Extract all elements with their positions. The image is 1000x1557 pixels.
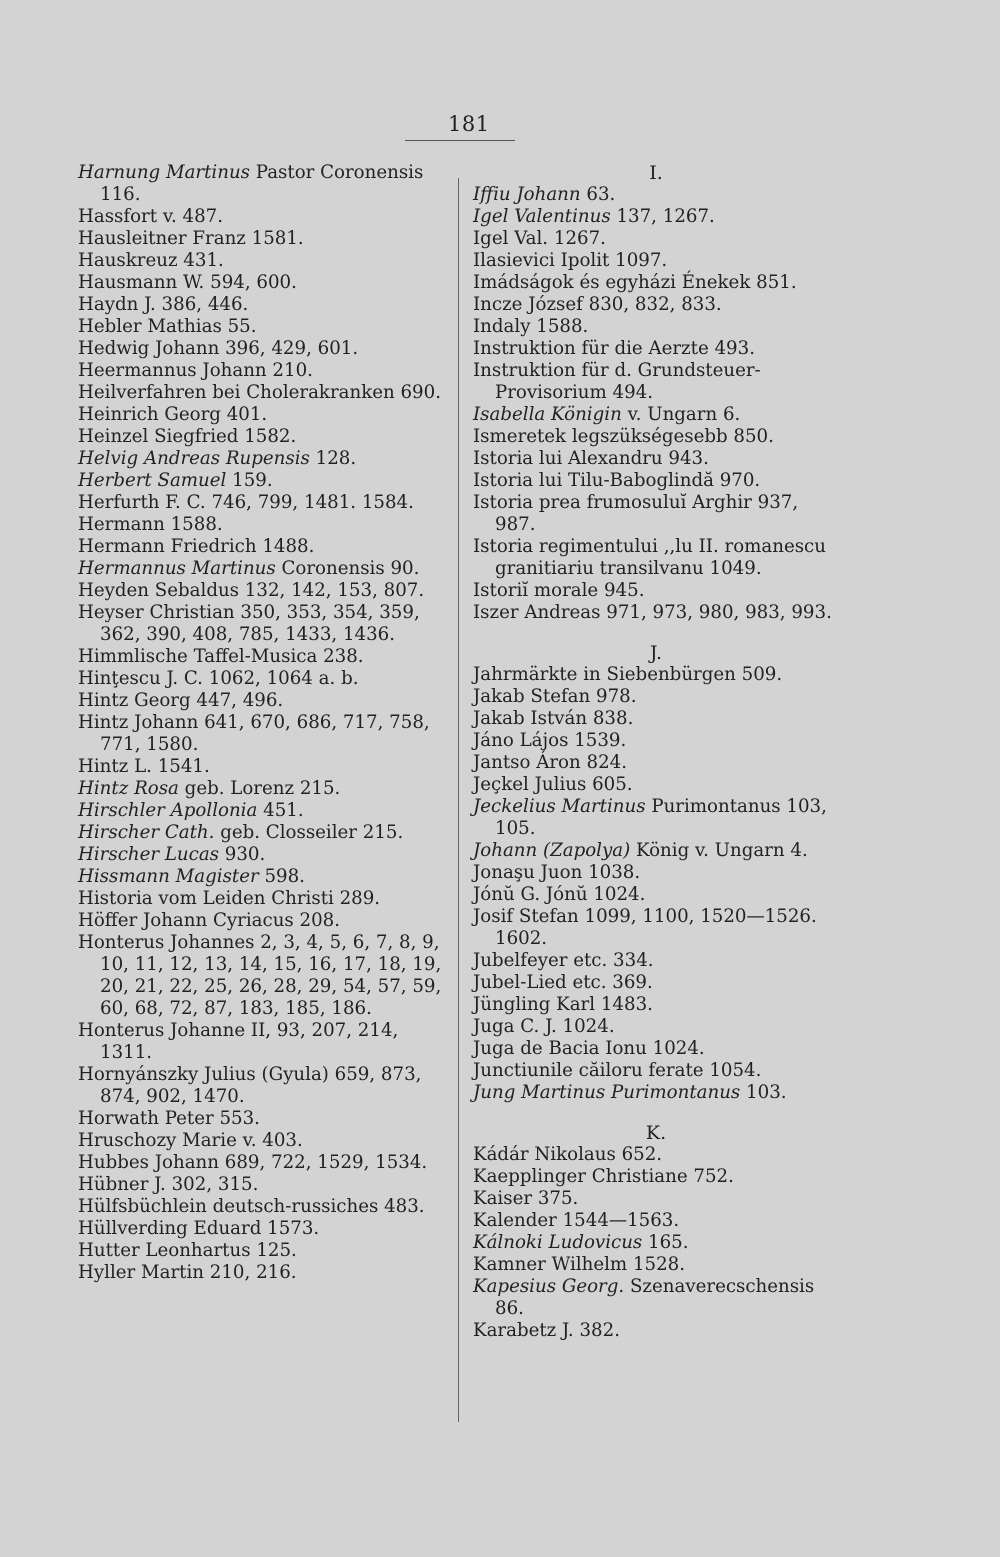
index-entry: Imádságok és egyházi Énekek 851. (473, 272, 797, 293)
index-entry: Kapesius Georg. Szenaverecschensis 86. (473, 1276, 815, 1319)
index-entry: Kálnoki Ludovicus 165. (473, 1232, 689, 1253)
page-number: 181 (448, 112, 490, 136)
index-entry: Historia vom Leiden Christi 289. (78, 888, 381, 909)
index-entry: Jahrmärkte in Siebenbürgen 509. (473, 664, 783, 685)
index-entry: Haydn J. 386, 446. (78, 294, 249, 315)
page-number-rule (405, 140, 515, 141)
index-entry: Heinzel Siegfried 1582. (78, 426, 297, 447)
index-entry: Istoria prea frumosuluĭ Arghir 937, 987. (473, 492, 799, 535)
index-entry: Hüllverding Eduard 1573. (78, 1218, 320, 1239)
index-entry: Himmlische Taffel-Musica 238. (78, 646, 364, 667)
column-divider (458, 178, 459, 1422)
entry-name-italic: Harnung Martinus (78, 162, 251, 183)
index-entry: Jantso Áron 824. (473, 752, 627, 773)
index-entry: Hausmann W. 594, 600. (78, 272, 297, 293)
index-entry: Hutter Leonhartus 125. (78, 1240, 297, 1261)
index-entry: Harnung Martinus Pastor Coronensis 116. (78, 162, 424, 205)
entry-name-italic: Kálnoki Ludovicus (473, 1232, 643, 1253)
index-entry: Johann (Zapolya) König v. Ungarn 4. (473, 840, 808, 861)
index-entry: Junctiunile căiloru ferate 1054. (473, 1060, 762, 1081)
index-entry: Incze József 830, 832, 833. (473, 294, 722, 315)
entry-name-italic: Hermannus Martinus (78, 558, 276, 579)
index-column-right (473, 162, 839, 1342)
index-entry: Kádár Nikolaus 652. (473, 1144, 663, 1165)
index-entry: Hebler Mathias 55. (78, 316, 257, 337)
index-entry: Hübner J. 302, 315. (78, 1174, 259, 1195)
entry-name-italic: Iffiu Johann (473, 184, 581, 205)
index-entry: Jubelfeyer etc. 334. (473, 950, 654, 971)
index-entry: Herbert Samuel 159. (78, 470, 273, 491)
index-entry: Helvig Andreas Rupensis 128. (78, 448, 357, 469)
section-spacer (473, 624, 839, 642)
entry-name-italic: Jung Martinus Purimontanus (473, 1082, 741, 1103)
index-entry: Heyden Sebaldus 132, 142, 153, 807. (78, 580, 425, 601)
index-entry: Herfurth F. C. 746, 799, 1481. 1584. (78, 492, 414, 513)
index-entry: Hinţescu J. C. 1062, 1064 a. b. (78, 668, 359, 689)
index-entry: Heilverfahren bei Cholerakranken 690. (78, 382, 441, 403)
index-entry: Istoria lui Tilu-Baboglindă 970. (473, 470, 761, 491)
index-entry: Heinrich Georg 401. (78, 404, 268, 425)
entry-name-italic: Hintz Rosa (78, 778, 179, 799)
index-entry: Isabella Königin v. Ungarn 6. (473, 404, 741, 425)
entry-name-italic: Hirschler Apollonia (78, 800, 258, 821)
index-entry: Hubbes Johann 689, 722, 1529, 1534. (78, 1152, 428, 1173)
letter-heading: I. (649, 162, 663, 184)
letter-heading: J. (649, 642, 663, 664)
index-entry: Ismeretek legszükségesebb 850. (473, 426, 774, 447)
index-entry: Jáno Lájos 1539. (473, 730, 627, 751)
index-entry: Honterus Johanne II, 93, 207, 214, 1311. (78, 1020, 399, 1063)
index-entry: Heyser Christian 350, 353, 354, 359, 362, 390, 408, 785, 1433, 1436. (78, 602, 420, 645)
index-entry: Ilasievici Ipolit 1097. (473, 250, 668, 271)
index-entry: Istoria lui Alexandru 943. (473, 448, 709, 469)
entry-name-italic: Kapesius Georg. (473, 1276, 625, 1297)
index-entry: Hyller Martin 210, 216. (78, 1262, 297, 1283)
index-entry: Horwath Peter 553. (78, 1108, 260, 1129)
index-entry: Höffer Johann Cyriacus 208. (78, 910, 341, 931)
entry-name-italic: Hirscher Lucas (78, 844, 219, 865)
index-entry: Iffiu Johann 63. (473, 184, 616, 205)
index-entry: Heermannus Johann 210. (78, 360, 313, 381)
index-entry: Jónŭ G. Jónŭ 1024. (473, 884, 646, 905)
index-entry: Hausleitner Franz 1581. (78, 228, 304, 249)
index-entry: Igel Val. 1267. (473, 228, 606, 249)
index-entry: Hülfsbüchlein deutsch-russiches 483. (78, 1196, 425, 1217)
index-entry: Iszer Andreas 971, 973, 980, 983, 993. (473, 602, 832, 623)
index-entry: Hruschozy Marie v. 403. (78, 1130, 303, 1151)
index-entry: Josif Stefan 1099, 1100, 1520—1526. 1602. (473, 906, 817, 949)
index-entry: Hintz Georg 447, 496. (78, 690, 284, 711)
entry-name-italic: Herbert Samuel (78, 470, 227, 491)
index-entry: Kamner Wilhelm 1528. (473, 1254, 686, 1275)
index-entry: Hauskreuz 431. (78, 250, 224, 271)
index-entry: Hermannus Martinus Coronensis 90. (78, 558, 420, 579)
index-entry: Instruktion für d. Grundsteuer- Provisorium 494. (473, 360, 761, 403)
index-entry: Hermann 1588. (78, 514, 223, 535)
entry-name-italic: Jeckelius Martinus (473, 796, 646, 817)
index-entry: Hermann Friedrich 1488. (78, 536, 315, 557)
index-entry: Jung Martinus Purimontanus 103. (473, 1082, 787, 1103)
index-entry: Honterus Johannes 2, 3, 4, 5, 6, 7, 8, 9, 10, 11, 12, 13, 14, 15, 16, 17, 18, 19, 20, 21, 22, 25, 26, 28, 29, 54, 57, 59, 60, 68, 72, 87, 183, 185, 186. (78, 932, 442, 1019)
index-entry: Hornyánszky Julius (Gyula) 659, 873, 874, 902, 1470. (78, 1064, 422, 1107)
section-spacer (473, 1104, 839, 1122)
index-entry: Hintz L. 1541. (78, 756, 210, 777)
entry-name-italic: Johann (Zapolya) (473, 840, 631, 861)
index-entry: Kaepplinger Christiane 752. (473, 1166, 734, 1187)
index-entry: Juga de Bacia Ionu 1024. (473, 1038, 705, 1059)
index-entry: Hirschler Apollonia 451. (78, 800, 304, 821)
index-entry: Jüngling Karl 1483. (473, 994, 653, 1015)
entry-name-italic: Isabella Königin (473, 404, 622, 425)
letter-heading: K. (645, 1122, 667, 1144)
index-entry: Istoriĭ morale 945. (473, 580, 645, 601)
index-entry: Hintz Johann 641, 670, 686, 717, 758, 771, 1580. (78, 712, 430, 755)
index-entry: Jeçkel Julius 605. (473, 774, 633, 795)
index-entry: Jonaşu Juon 1038. (473, 862, 641, 883)
index-entry: Jakab Stefan 978. (473, 686, 637, 707)
index-entry: Igel Valentinus 137, 1267. (473, 206, 715, 227)
index-entry: Juga C. J. 1024. (473, 1016, 615, 1037)
index-entry: Hissmann Magister 598. (78, 866, 305, 887)
entry-name-italic: Hissmann Magister (78, 866, 259, 887)
index-entry: Kaiser 375. (473, 1188, 579, 1209)
index-entry: Jakab István 838. (473, 708, 634, 729)
index-entry: Indaly 1588. (473, 316, 589, 337)
entry-name-italic: Igel Valentinus (473, 206, 611, 227)
index-entry: Jeckelius Martinus Purimontanus 103, 105. (473, 796, 827, 839)
index-entry: Hedwig Johann 396, 429, 601. (78, 338, 359, 359)
index-entry: Instruktion für die Aerzte 493. (473, 338, 755, 359)
index-entry: Hassfort v. 487. (78, 206, 224, 227)
index-entry: Hirscher Lucas 930. (78, 844, 266, 865)
entry-name-italic: Hirscher Cath. (78, 822, 215, 843)
index-entry: Karabetz J. 382. (473, 1320, 620, 1341)
index-entry: Hirscher Cath. geb. Closseiler 215. (78, 822, 404, 843)
index-entry: Kalender 1544—1563. (473, 1210, 680, 1231)
index-entry: Jubel-Lied etc. 369. (473, 972, 653, 993)
index-column-left (78, 162, 450, 1284)
index-entry: Istoria regimentului ,,lu II. romanescu granitiariu transilvanu 1049. (473, 536, 826, 579)
entry-name-italic: Helvig Andreas Rupensis (78, 448, 310, 469)
index-entry: Hintz Rosa geb. Lorenz 215. (78, 778, 341, 799)
